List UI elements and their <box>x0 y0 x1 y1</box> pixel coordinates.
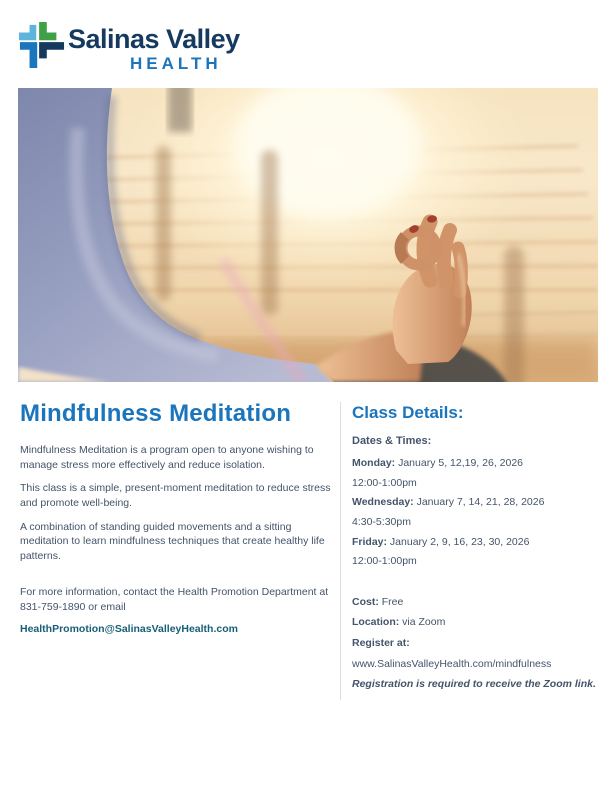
class-details-column <box>352 403 598 692</box>
class-details-title: Class Details: <box>352 403 464 422</box>
health-cross-icon <box>19 22 65 68</box>
intro-paragraph: Mindfulness Meditation is a program open to anyone wishing to manage stress more effectively and reduce isolation. <box>20 444 314 471</box>
page-title: Mindfulness Meditation <box>20 400 292 427</box>
column-divider <box>340 402 341 700</box>
salinas-valley-health-logo <box>18 13 278 79</box>
schedule-friday: Friday: January 2, 9, 16, 23, 30, 2026 <box>352 535 530 548</box>
schedule-wednesday: Wednesday: January 7, 14, 21, 28, 2026 <box>352 496 545 509</box>
cost-line: Cost: Free <box>352 595 404 608</box>
registration-info <box>352 595 598 693</box>
schedule-wednesday-time: 4:30-5:30pm <box>352 516 411 529</box>
contact-info: For more information, contact the Health Promotion Department at 831-759-1890 or email <box>20 585 329 613</box>
schedule-monday: Monday: January 5, 12,19, 26, 2026 <box>352 457 524 469</box>
logo-health-text: HEALTH <box>130 54 222 73</box>
class-paragraph: This class is a simple, present-moment meditation to reduce stress and promote well-being. <box>20 482 331 510</box>
meditation-photo <box>18 88 598 382</box>
schedule-list <box>352 456 598 569</box>
register-at-label: Register at: <box>352 636 410 649</box>
registration-note: Registration is required to receive the Zoom link. <box>352 678 596 691</box>
schedule-friday-time: 12:00-1:00pm <box>352 555 417 568</box>
combination-paragraph: A combination of standing guided movements and a sitting meditation to learn mindfulness techniques that create healthy life patterns. <box>20 520 325 563</box>
contact-email: HealthPromotion@SalinasValleyHealth.com <box>20 623 238 636</box>
dates-times-label: Dates & Times: <box>352 435 432 447</box>
location-line: Location: via Zoom <box>352 616 446 629</box>
description-column <box>20 400 332 635</box>
logo-name-text: Salinas Valley <box>68 24 240 54</box>
schedule-monday-time: 12:00-1:00pm <box>352 476 417 489</box>
register-url: www.SalinasValleyHealth.com/mindfulness <box>352 657 552 670</box>
